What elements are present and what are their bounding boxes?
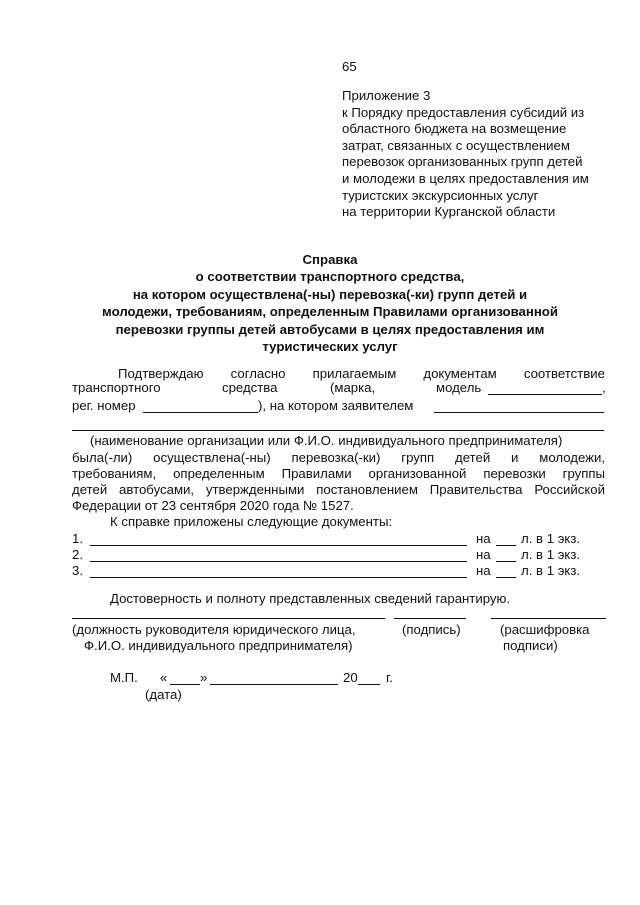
month-field-line xyxy=(210,684,338,685)
reg-label: рег. номер xyxy=(72,398,136,413)
quote-close: » xyxy=(200,670,208,685)
attachment-pages-line xyxy=(496,561,516,562)
appendix-line: на территории Курганской области xyxy=(342,204,556,220)
organization-field-line xyxy=(72,430,604,431)
attachment-on: на xyxy=(476,531,491,546)
year-suffix: г. xyxy=(386,670,393,685)
appendix-block xyxy=(342,88,589,221)
position-caption-line2: Ф.И.О. индивидуального предпринимателя) xyxy=(84,638,353,653)
paragraph-line: Федерации от 23 сентября 2020 года № 1527. xyxy=(72,498,354,513)
day-field-line xyxy=(170,684,200,685)
attachment-pages-line xyxy=(496,545,516,546)
attachment-on: на xyxy=(476,547,491,562)
confirm-line: Подтверждаю согласно прилагаемым документам соответствие xyxy=(118,366,605,381)
comma: , xyxy=(602,380,606,395)
page-number: 65 xyxy=(342,59,357,74)
model-label: модель xyxy=(436,380,482,395)
attachments-intro: К справке приложены следующие документы: xyxy=(110,514,393,529)
brand-label: (марка, xyxy=(330,380,376,395)
appendix-line: туристских экскурсионных услуг xyxy=(342,187,539,203)
attachment-field-line xyxy=(90,545,467,546)
appendix-line: областного бюджета на возмещение xyxy=(342,121,567,137)
model-field-line xyxy=(488,394,602,395)
decode-field-line xyxy=(491,618,606,619)
title-line: молодежи, требованиям, определенным Правилами организованной xyxy=(102,304,558,320)
attachment-pages: л. в 1 экз. xyxy=(521,563,581,578)
guarantee-text: Достоверность и полноту представленных сведений гарантирую. xyxy=(110,591,511,606)
paragraph-line: детей автобусами, утвержденными постановлением Правительства Российской xyxy=(72,482,605,497)
attachment-on: на xyxy=(476,563,491,578)
vehicle-label: транспортного xyxy=(72,380,161,395)
signature-caption: (подпись) xyxy=(402,622,461,637)
title-line: о соответствии транспортного средства, xyxy=(195,269,465,285)
document-title xyxy=(80,251,580,355)
decode-caption-line1: (расшифровка xyxy=(500,622,590,637)
paragraph-line: была(-ли) осуществлена(-ны) перевозка(-ки) групп детей и молодежи, xyxy=(72,450,605,465)
means-label: средства xyxy=(222,380,278,395)
stamp-mark: М.П. xyxy=(110,670,138,685)
applicant-field-line xyxy=(434,412,604,413)
title-line: туристических услуг xyxy=(262,339,398,355)
date-caption: (дата) xyxy=(145,687,182,702)
attachment-number: 1. xyxy=(72,531,83,546)
signature-field-line xyxy=(394,618,466,619)
title-line: перевозки группы детей автобусами в целях предоставления им xyxy=(115,321,545,337)
appendix-line: и молодежи в целях предоставления им xyxy=(342,170,589,186)
position-field-line xyxy=(72,618,385,619)
attachment-pages-line xyxy=(496,577,516,578)
appendix-line: перевозок организованных групп детей xyxy=(342,154,583,170)
attachment-field-line xyxy=(90,577,467,578)
title-line: Справка xyxy=(302,252,358,267)
paragraph-line: требованиям, определенным Правилами организованной перевозки группы xyxy=(72,466,605,481)
reg-field-line xyxy=(143,412,258,413)
year-prefix: 20 xyxy=(343,670,358,685)
appendix-line: затрат, связанных с осуществлением xyxy=(342,137,570,153)
attachment-pages: л. в 1 экз. xyxy=(521,531,581,546)
title-line: на котором осуществлена(-ны) перевозка(-ки) групп детей и xyxy=(132,286,528,302)
attachment-field-line xyxy=(90,561,467,562)
organization-caption: (наименование организации или Ф.И.О. индивидуального предпринимателя) xyxy=(90,433,563,448)
position-caption-line1: (должность руководителя юридического лица, xyxy=(72,622,356,637)
decode-caption-line2: подписи) xyxy=(503,638,558,653)
appendix-line: к Порядку предоставления субсидий из xyxy=(342,104,585,120)
attachment-pages: л. в 1 экз. xyxy=(521,547,581,562)
quote-open: « xyxy=(160,670,168,685)
year-field-line xyxy=(358,684,380,685)
attachment-number: 2. xyxy=(72,547,83,562)
reg-after-text: ), на котором заявителем xyxy=(258,398,414,413)
appendix-line: Приложение 3 xyxy=(342,88,431,103)
attachment-number: 3. xyxy=(72,563,83,578)
